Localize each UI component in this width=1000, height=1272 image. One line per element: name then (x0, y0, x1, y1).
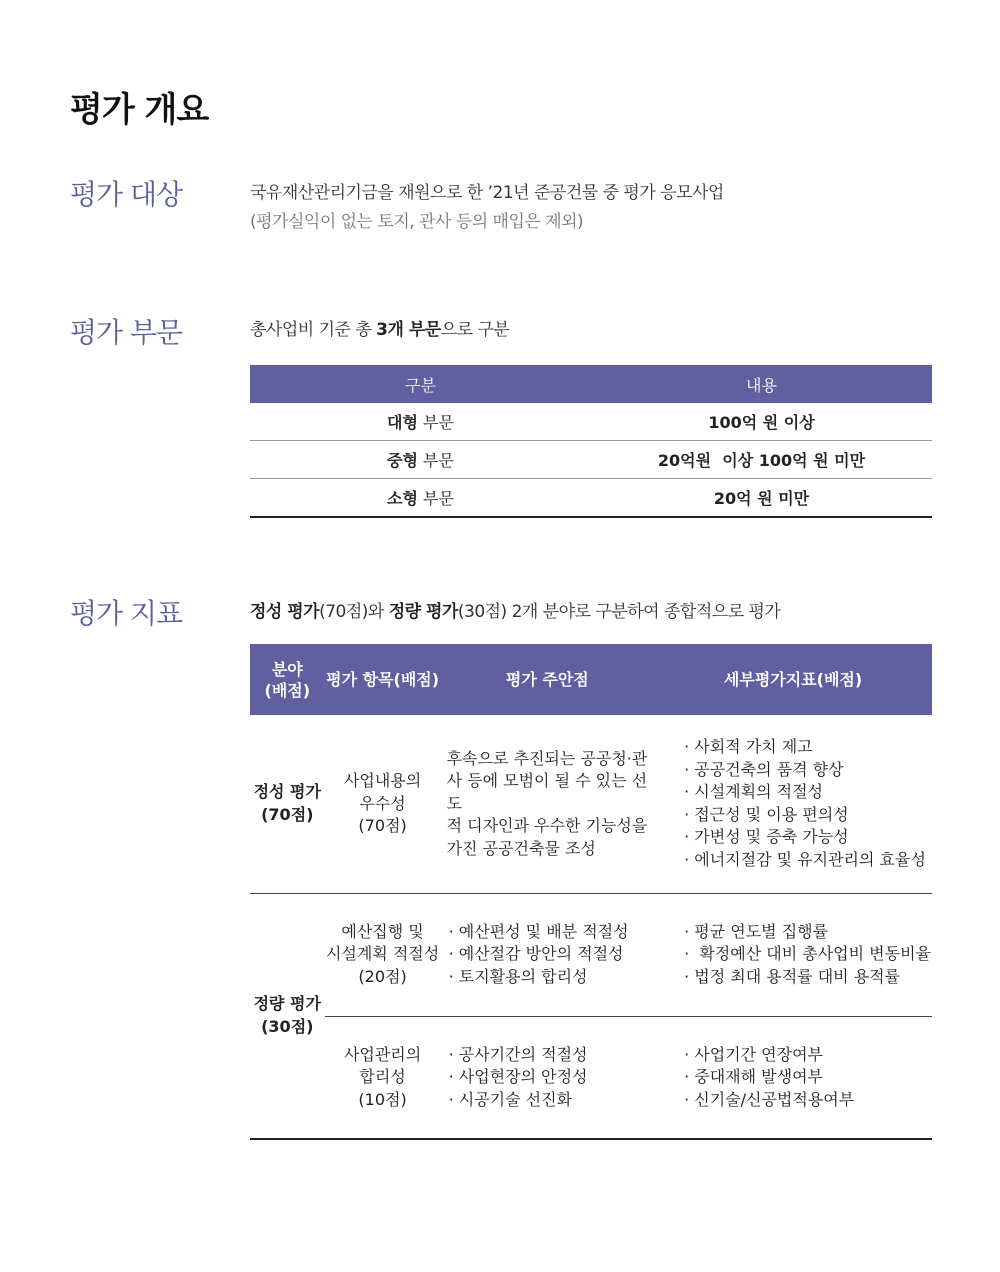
focus-management: · 공사기간의 적절성 · 사업현장의 안정성 · 시공기술 선진화 (441, 1016, 655, 1139)
item-qualitative: 사업내용의 우수성 (70점) (325, 715, 441, 893)
details-management: · 사업기간 연장여부 · 중대재해 발생여부 · 신기술/신공법적용여부 (654, 1016, 932, 1139)
details-qualitative: · 사회적 가치 제고 · 공공건축의 품격 향상 · 시설계획의 적절성 · 접근성 및 이용 편의성 · 가변성 및 증축 가능성 · 에너지절감 및 유지관리의 효율성 (654, 715, 932, 893)
item-management: 사업관리의 합리성 (10점) (325, 1016, 441, 1139)
section-title-division: 평가 부문 (70, 316, 183, 349)
division-header-content: 내용 (591, 365, 932, 403)
section-title-indicators: 평가 지표 (70, 597, 183, 630)
target-note: (평가실익이 없는 토지, 관사 등의 매입은 제외) (250, 212, 584, 232)
focus-qualitative: 후속으로 추진되는 공공청·관 사 등에 모범이 될 수 있는 선도 적 디자인과 우수한 기능성을 가진 공공건축물 조성 (441, 715, 655, 893)
table-row: 중형 부문 20억원 이상 100억 원 미만 (250, 441, 932, 479)
division-intro: 총사업비 기준 총 3개 부문으로 구분 (250, 320, 510, 340)
field-qualitative: 정성 평가 (70점) (250, 715, 325, 893)
table-row (250, 1016, 932, 1139)
header-details: 세부평가지표(배점) (654, 644, 932, 715)
indicators-table (250, 644, 932, 1140)
table-row: 대형 부문 100억 원 이상 (250, 403, 932, 441)
page-title: 평가 개요 (70, 90, 209, 130)
header-field: 분야 (배점) (250, 644, 325, 715)
field-quantitative: 정량 평가 (30점) (250, 893, 325, 1139)
indicators-intro: 정성 평가(70점)와 정량 평가(30점) 2개 분야로 구분하여 종합적으로 평가 (250, 602, 781, 622)
item-budget: 예산집행 및 시설계획 적절성 (20점) (325, 893, 441, 1016)
division-header-category: 구분 (250, 365, 591, 403)
table-row: 소형 부문 20억 원 미만 (250, 479, 932, 518)
target-line: 국유재산관리기금을 재원으로 한 ’21년 준공건물 중 평가 응모사업 (250, 183, 724, 203)
header-item: 평가 항목(배점) (325, 644, 441, 715)
details-budget: · 평균 연도별 집행률 · 확정예산 대비 총사업비 변동비율 · 법정 최대 용적률 대비 용적률 (654, 893, 932, 1016)
table-row (250, 715, 932, 893)
division-content (250, 315, 932, 518)
table-row (250, 893, 932, 1016)
target-content (250, 178, 932, 232)
division-table (250, 365, 932, 518)
focus-budget: · 예산편성 및 배분 적절성 · 예산절감 방안의 적절성 · 토지활용의 합리성 (441, 893, 655, 1016)
section-title-target: 평가 대상 (70, 178, 183, 211)
header-focus: 평가 주안점 (441, 644, 655, 715)
